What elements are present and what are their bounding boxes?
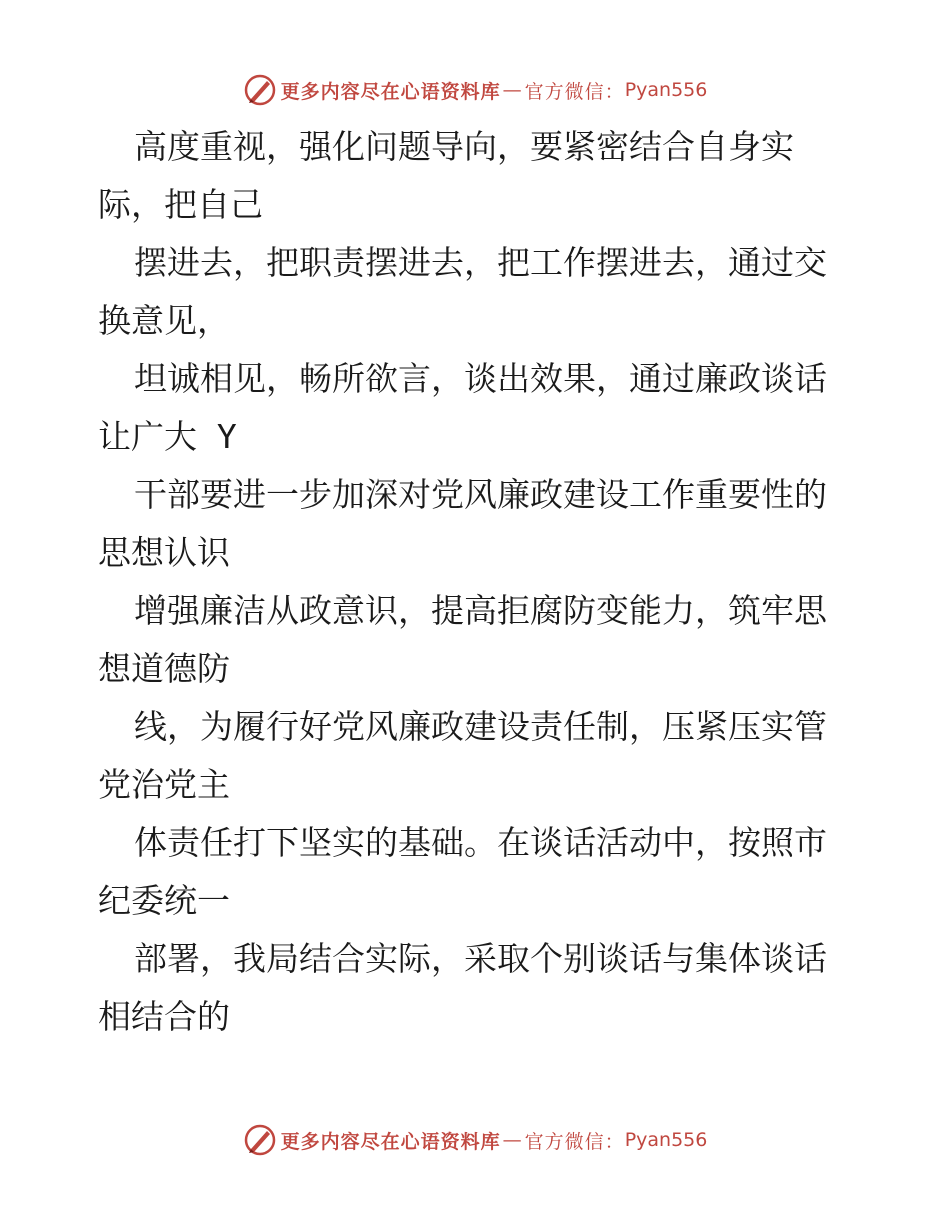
body-line: 让广大 Y bbox=[98, 417, 237, 456]
pen-logo-icon bbox=[243, 1123, 277, 1157]
body-line: 线，为履行好党风廉政建设责任制，压紧压实管 bbox=[134, 707, 827, 746]
body-line: 相结合的 bbox=[98, 997, 230, 1036]
banner-wechat-id: Pyan556 bbox=[624, 1129, 708, 1151]
body-line: 党治党主 bbox=[98, 765, 230, 804]
document-body bbox=[98, 118, 858, 1046]
body-line: 坦诚相见，畅所欲言，谈出效果，通过廉政谈话 bbox=[134, 359, 827, 398]
banner-wechat-id: Pyan556 bbox=[624, 79, 708, 101]
banner-dash: — bbox=[502, 79, 523, 101]
body-line: 部署，我局结合实际，采取个别谈话与集体谈话 bbox=[134, 939, 827, 978]
footer-banner bbox=[0, 1120, 950, 1160]
body-line: 干部要进一步加深对党风廉政建设工作重要性的 bbox=[134, 475, 827, 514]
body-line: 高度重视，强化问题导向，要紧密结合自身实 bbox=[134, 127, 794, 166]
body-line: 际，把自己 bbox=[98, 185, 263, 224]
banner-brand-text: 更多内容尽在心语资料库 bbox=[280, 1130, 501, 1153]
body-line: 体责任打下坚实的基础。在谈话活动中，按照市 bbox=[134, 823, 827, 862]
banner-wechat-label: 官方微信： bbox=[524, 80, 625, 103]
header-banner bbox=[0, 70, 950, 110]
body-line: 思想认识 bbox=[98, 533, 230, 572]
body-line: 想道德防 bbox=[98, 649, 230, 688]
banner-dash: — bbox=[502, 1129, 523, 1151]
pen-logo-icon bbox=[243, 73, 277, 107]
body-line: 换意见， bbox=[98, 301, 230, 340]
banner-wechat-label: 官方微信： bbox=[524, 1130, 625, 1153]
body-line: 纪委统一 bbox=[98, 881, 230, 920]
body-line: 增强廉洁从政意识，提高拒腐防变能力，筑牢思 bbox=[134, 591, 827, 630]
body-line: 摆进去，把职责摆进去，把工作摆进去，通过交 bbox=[134, 243, 827, 282]
banner-brand-text: 更多内容尽在心语资料库 bbox=[280, 80, 501, 103]
